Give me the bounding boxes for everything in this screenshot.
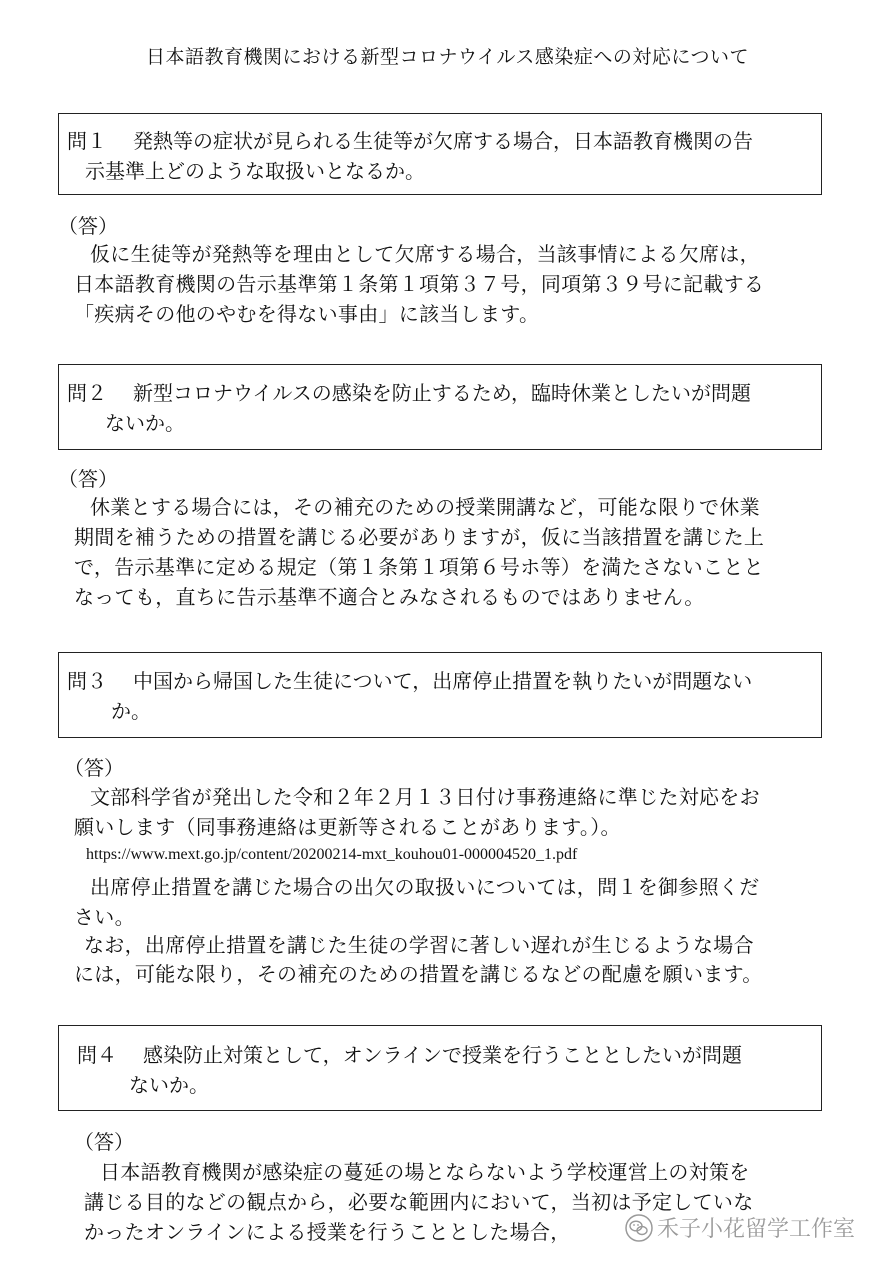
answer-4-line-3: かったオンラインによる授業を行うこととした場合，: [84, 1220, 571, 1244]
answer-2-line-1: 休業とする場合には，その補充のための授業開講など，可能な限りで休業: [90, 495, 760, 519]
answer-1-label: （答）: [58, 214, 118, 238]
question-3-label: 問３: [67, 669, 107, 693]
question-2-line-1: 問２ 新型コロナウイルスの感染を防止するため，臨時休業としたいが問題: [67, 378, 821, 408]
answer-2-line-3: で，告示基準に定める規定（第１条第１項第６号ホ等）を満たさないことと: [74, 555, 764, 579]
answer-3-line-2: 願いします（同事務連絡は更新等されることがあります。）。: [74, 815, 621, 839]
answer-1-line-2: 日本語教育機関の告示基準第１条第１項第３７号，同項第３９号に記載する: [74, 272, 765, 296]
reference-url: https://www.mext.go.jp/content/20200214-mxt_kouhou01-000004520_1.pdf: [86, 846, 578, 863]
answer-2-line-4: なっても，直ちに告示基準不適合とみなされるものではありません。: [74, 585, 705, 609]
question-4-label: 問４: [77, 1043, 117, 1067]
question-2-label: 問２: [67, 381, 107, 405]
answer-4-label: （答）: [74, 1130, 134, 1154]
question-1-line-2: 示基準上どのような取扱いとなるか。: [85, 159, 425, 183]
answer-3-line-5: なお，出席停止措置を講じた生徒の学習に著しい遅れが生じるような場合: [84, 933, 754, 957]
answer-2-line-2: 期間を補うための措置を講じる必要がありますが，仮に当該措置を講じた上: [74, 525, 765, 549]
answer-4-line-1: 日本語教育機関が感染症の蔓延の場とならないよう学校運営上の対策を: [100, 1160, 750, 1184]
wechat-icon: [625, 1214, 653, 1242]
question-box-4: [58, 1025, 822, 1111]
page-title: 日本語教育機関における新型コロナウイルス感染症への対応について: [146, 46, 749, 68]
answer-1-line-1: 仮に生徒等が発熱等を理由として欠席する場合，当該事情による欠席は，: [90, 242, 760, 266]
question-box-2: [58, 364, 822, 450]
question-1-line-1: 問１ 発熱等の症状が見られる生徒等が欠席する場合，日本語教育機関の告: [67, 126, 821, 156]
answer-4-line-2: 講じる目的などの観点から，必要な範囲内において，当初は予定していな: [84, 1190, 754, 1214]
answer-3-line-3: 出席停止措置を講じた場合の出欠の取扱いについては，問１を御参照くだ: [90, 875, 760, 899]
question-3-line-2: か。: [111, 699, 151, 723]
question-1-label: 問１: [67, 129, 107, 153]
answer-3-line-4: さい。: [74, 905, 135, 929]
watermark-text: 禾子小花留学工作室: [657, 1217, 856, 1242]
question-box-1: [58, 113, 822, 195]
answer-2-label: （答）: [58, 467, 118, 491]
question-box-3: [58, 652, 822, 738]
question-4-line-1: 問４ 感染防止対策として，オンラインで授業を行うこととしたいが問題: [77, 1040, 821, 1070]
watermark: [625, 1212, 855, 1243]
answer-3-line-6: には，可能な限り，その補充のための措置を講じるなどの配慮を願います。: [74, 962, 763, 986]
question-4-line-2: ないか。: [129, 1073, 209, 1097]
answer-3-label: （答）: [64, 756, 124, 780]
question-2-line-2: ないか。: [105, 411, 185, 435]
question-3-line-1: 問３ 中国から帰国した生徒について，出席停止措置を執りたいが問題ない: [67, 666, 821, 696]
answer-3-line-1: 文部科学省が発出した令和２年２月１３日付け事務連絡に準じた対応をお: [90, 785, 760, 809]
answer-1-line-3: 「疾病その他のやむを得ない事由」に該当します。: [74, 302, 540, 326]
